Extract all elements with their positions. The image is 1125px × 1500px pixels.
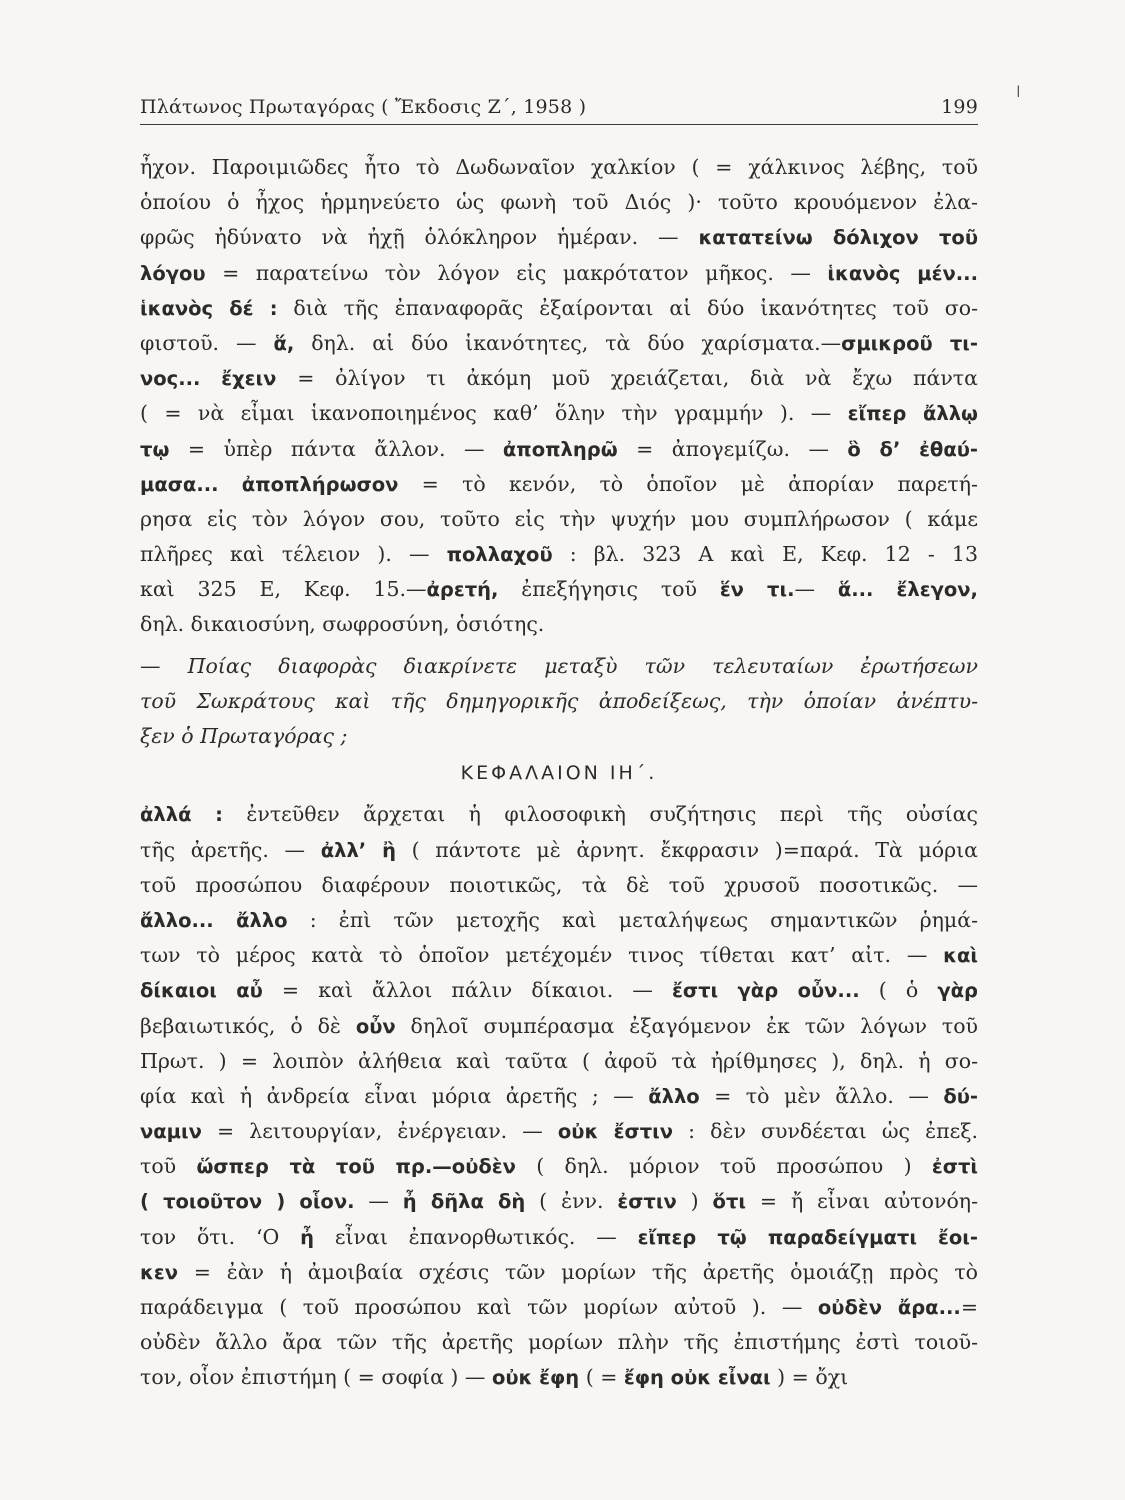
lemma-term: ἅ... ἔλεγον, [837, 578, 978, 602]
lemma-term: ἄλλο [648, 1084, 700, 1108]
text-run: των τὸ μέρος κατὰ τὸ ὁποῖον μετέχομέν τινος τίθεται κατ’ αἰτ. — [140, 943, 944, 968]
text-run: ἐπεξήγησις τοῦ [498, 577, 720, 602]
lemma-term: ὅτι [712, 1190, 746, 1214]
text-run [219, 472, 242, 496]
lemma-term: ( τοιοῦτον ) οἷον. [140, 1190, 355, 1214]
lemma-term: ἔστι γὰρ οὖν... [672, 979, 860, 1003]
text-line [140, 256, 978, 291]
lemma-term: ἀλλά : [140, 803, 223, 827]
lemma-term: ἕν τι. [719, 578, 795, 602]
text-line [140, 185, 978, 220]
text-run: δηλ. δικαιοσύνη, σωφροσύνη, ὁσιότης. [140, 612, 545, 637]
lemma-term: τῳ [140, 437, 170, 461]
text-run: = ἐὰν ἡ ἀμοιβαία σχέσις τῶν μορίων τῆς ἀρετῆς ὁμοιάζῃ πρὸς τὸ [178, 1259, 978, 1284]
text-run: φία καὶ ἡ ἀνδρεία εἶναι μόρια ἀρετῆς ; — [140, 1083, 649, 1108]
text-run: ( = νὰ εἶμαι ἱκανοποιημένος καθ’ ὅλην τὴν γραμμήν ). — [140, 401, 848, 426]
chapter-heading [140, 756, 978, 791]
lemma-term: ὃ δ’ ἐθαύ- [847, 437, 978, 461]
lemma-term: κεν [140, 1260, 178, 1284]
lemma-term: οὐκ ἔφη [491, 1366, 580, 1390]
text-line [140, 868, 978, 903]
lemma-term: ἀλλ’ ἢ [320, 838, 396, 862]
text-run: οὐδὲν ἄλλο ἄρα τῶν τῆς ἀρετῆς μορίων πλὴν τῆς ἐπιστήμης ἐστὶ τοιοῦ- [140, 1330, 978, 1355]
text-line [140, 1360, 978, 1395]
text-run: — [794, 577, 838, 602]
lemma-term: ἀποπλήρωσον [241, 472, 399, 496]
text-line [140, 684, 978, 719]
lemma-term: ναμιν [140, 1120, 202, 1144]
lemma-term: σμικροῦ τι- [841, 331, 979, 355]
text-run: τοῦ Σωκράτους καὶ τῆς δημηγορικῆς ἀποδείξεως, τὴν ὁποίαν ἀνέπτυ- [140, 688, 978, 713]
text-run: — Ποίας διαφορὰς διακρίνετε μεταξὺ τῶν τελευταίων ἐρωτήσεων [140, 653, 978, 678]
text-run: καὶ 325 Ε, Κεφ. 15.— [140, 577, 427, 602]
text-line [140, 150, 978, 185]
text-run: ( ὁ [859, 978, 938, 1003]
text-run: ξεν ὁ Πρωταγόρας ; [140, 724, 348, 748]
text-run: = ὑπὲρ πάντα ἄλλον. — [169, 436, 503, 461]
lemma-term: οὐκ ἔστιν [557, 1120, 674, 1144]
text-line [140, 291, 978, 326]
lemma-term: γὰρ [937, 979, 978, 1003]
text-line [140, 396, 978, 431]
text-line [140, 607, 978, 642]
text-line [140, 537, 978, 572]
text-line [140, 719, 978, 754]
text-run: ( δηλ. μόριον τοῦ προσώπου ) [515, 1154, 932, 1179]
lemma-term: ἐστιν [617, 1190, 677, 1214]
text-run: δηλ. αἱ δύο ἱκανότητες, τὰ δύο χαρίσματα.— [294, 330, 842, 355]
text-run: = τὸ κενόν, τὸ ὁποῖον μὲ ἀπορίαν παρετή- [398, 471, 978, 496]
header-title: Πλάτωνος Πρωταγόρας ( Ἔκδοσις Ζ΄, 1958 ) [140, 96, 587, 118]
lemma-term: κατατείνω δόλιχον τοῦ [698, 226, 979, 250]
text-run: παράδειγμα ( τοῦ προσώπου καὶ τῶν μορίων αὐτοῦ ). — [140, 1295, 818, 1319]
text-run: = ἀπογεμίζω. — [617, 436, 848, 461]
text-run: εἶναι ἐπανορθωτικός. — [314, 1224, 638, 1249]
text-run: : δὲν συνδέεται ὡς ἐπεξ. [673, 1119, 979, 1144]
text-run: ἦχον. Παροιμιῶδες ἦτο τὸ Δωδωναῖον χαλκίον ( = χάλκινος λέβης, τοῦ [140, 155, 978, 179]
text-run: τοῦ προσώπου διαφέρουν ποιοτικῶς, τὰ δὲ τοῦ χρυσοῦ ποσοτικῶς. — [140, 872, 978, 897]
text-line [140, 467, 978, 502]
text-line [140, 1079, 978, 1114]
text-run: τῆς ἀρετῆς. — [140, 837, 321, 862]
lemma-term: οὖν [355, 1014, 396, 1038]
lemma-term: ἀποπληρῶ [502, 437, 618, 461]
lemma-term: δίκαιοι αὖ [140, 979, 263, 1003]
text-run: = παρατείνω τὸν λόγον εἰς μακρότατον μῆκος. — [205, 260, 828, 285]
text-run: τον, οἷον ἐπιστήμη ( = σοφία ) — [140, 1365, 492, 1390]
text-run: διὰ τῆς ἐπαναφορᾶς ἐξαίρονται αἱ δύο ἱκανότητες τοῦ σο- [277, 295, 979, 320]
text-line [140, 973, 978, 1008]
text-run: ρησα εἰς τὸν λόγον σου, τοῦτο εἰς τὴν ψυχήν μου συμπλήρωσον ( κάμε [140, 506, 978, 531]
text-line [140, 649, 978, 684]
text-line [140, 1325, 978, 1360]
lemma-term: πολλαχοῦ [446, 543, 553, 567]
text-line [140, 903, 978, 938]
text-run: φιστοῦ. — [140, 330, 274, 355]
text-run [200, 366, 221, 390]
text-line [140, 833, 978, 868]
text-line [140, 572, 978, 607]
text-line [140, 1290, 978, 1325]
text-run: ( πάντοτε μὲ ἀρνητ. ἔκφρασιν )=παρά. Τὰ μόρια [396, 837, 979, 862]
page-number: 199 [941, 96, 978, 118]
text-run: ΚΕΦΑΛΑΙΟΝ ΙΗ΄. [460, 762, 658, 785]
commentary-text [140, 150, 978, 1396]
text-line [140, 502, 978, 537]
text-run: = ὀλίγον τι ἀκόμη μοῦ χρειάζεται, διὰ νὰ ἔχω πάντα [276, 366, 978, 391]
lemma-term: μασα... [140, 472, 219, 496]
lemma-term: ἀρετή, [426, 578, 499, 602]
text-run: = [960, 1295, 978, 1319]
text-run: ( = [579, 1365, 624, 1390]
lemma-term: ἔφη οὐκ εἶναι [623, 1366, 771, 1390]
text-line [140, 938, 978, 973]
text-line [140, 361, 978, 396]
text-run: = τὸ μὲν ἄλλο. — [699, 1083, 944, 1108]
text-run: τον ὅτι. ‘Ο [140, 1224, 301, 1249]
text-run: Πρωτ. ) = λοιπὸν ἀλήθεια καὶ ταῦτα ( ἀφοῦ τὰ ἠρίθμησες ), δηλ. ἡ σο- [140, 1048, 978, 1073]
lemma-term: καὶ [943, 944, 978, 968]
text-run: = λειτουργίαν, ἐνέργειαν. — [201, 1119, 558, 1144]
text-line [140, 1220, 978, 1255]
text-line [140, 1184, 978, 1219]
text-run: = καὶ ἄλλοι πάλιν δίκαιοι. — [262, 978, 673, 1003]
lemma-term: ἐστὶ [931, 1155, 978, 1179]
text-run: πλῆρες καὶ τέλειον ). — [140, 542, 447, 567]
text-run: ὁποίου ὁ ἦχος ἡρμηνεύετο ὡς φωνὴ τοῦ Διός )· τοῦτο κρουόμενον ἐλα- [140, 190, 978, 215]
text-run: βεβαιωτικός, ὁ δὲ [140, 1013, 356, 1038]
text-run: : βλ. 323 Α καὶ Ε, Κεφ. 12 - 13 [552, 542, 978, 567]
lemma-term: ἱκανὸς δέ : [140, 296, 278, 320]
text-run: ἐντεῦθεν ἄρχεται ἡ φιλοσοφικὴ συζήτησις περὶ τῆς οὐσίας [222, 802, 979, 827]
lemma-term: ἱκανὸς μέν... [827, 261, 978, 285]
lemma-term: ἄλλο... ἄλλο [140, 908, 288, 932]
text-run: ) = ὄχι [770, 1365, 849, 1390]
text-run: φρῶς ἠδύνατο νὰ ἠχῇ ὁλόκληρον ἡμέραν. — [140, 225, 699, 250]
lemma-term: νος... [140, 367, 201, 391]
lemma-term: ὥσπερ τὰ τοῦ πρ.—οὐδὲν [196, 1155, 516, 1179]
lemma-term: ἅ, [273, 331, 295, 355]
text-line [140, 1255, 978, 1290]
lemma-term: εἴπερ τῷ παραδείγματι ἔοι- [637, 1225, 978, 1249]
text-line [140, 432, 978, 467]
lemma-term: οὐδὲν ἄρα... [817, 1296, 961, 1319]
lemma-term: δύ- [943, 1084, 978, 1108]
lemma-term: εἴπερ ἄλλῳ [847, 402, 978, 426]
text-line [140, 1009, 978, 1044]
text-line [140, 1114, 978, 1149]
text-line [140, 326, 978, 361]
margin-mark: ǀ [1016, 82, 1021, 101]
lemma-term: ἦ [300, 1225, 315, 1249]
text-run: = ἤ εἶναι αὐτονόη- [746, 1189, 979, 1214]
text-run: δηλοῖ συμπέρασμα ἐξαγόμενον ἐκ τῶν λόγων τοῦ [395, 1013, 978, 1038]
text-line [140, 797, 978, 832]
lemma-term: ἦ δῆλα δὴ [402, 1190, 526, 1214]
running-header [140, 88, 978, 125]
text-run: τοῦ [140, 1154, 197, 1179]
text-run: ) [676, 1189, 713, 1214]
lemma-term: ἔχειν [221, 367, 277, 391]
text-line [140, 1149, 978, 1184]
text-run: ( ἐνν. [525, 1189, 618, 1214]
text-line [140, 220, 978, 255]
text-line [140, 1044, 978, 1079]
text-run: : ἐπὶ τῶν μετοχῆς καὶ μεταλήψεως σημαντικῶν ῥημά- [287, 907, 978, 932]
text-run: — [354, 1189, 403, 1214]
lemma-term: λόγου [140, 261, 206, 285]
